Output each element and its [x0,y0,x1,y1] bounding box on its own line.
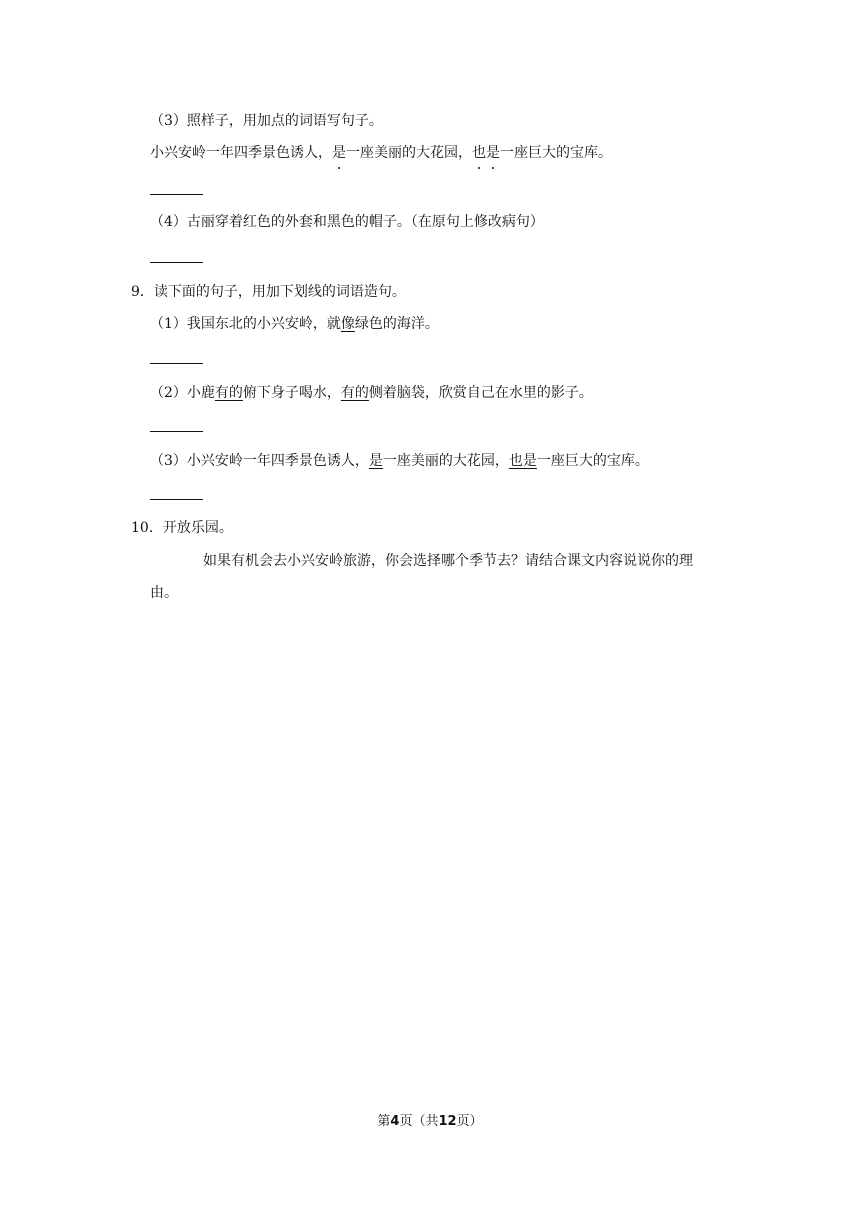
example-text: 一座巨大的宝库。 [500,145,612,161]
page-number: 4 [390,1114,400,1129]
q9-part3-sentence [150,451,649,471]
answer-blank[interactable] [150,363,203,364]
answer-blank[interactable] [150,194,203,195]
dotted-word: 是 [486,145,500,161]
sentence-text: 俯下身子喝水， [242,385,341,401]
q10-body-line-2: 由。 [150,585,178,601]
q9-part2-sentence [150,383,593,403]
footer-text: 页（共 [399,1114,439,1129]
q8-part3-example-sentence [150,143,612,163]
dotted-word: 是 [332,145,346,161]
footer-text: 第 [377,1114,391,1129]
q9-part1-sentence [150,314,439,334]
answer-blank[interactable] [150,499,203,500]
q8-part3-instruction: （3）照样子，用加点的词语写句子。 [150,113,383,129]
footer-text: 页） [456,1114,483,1129]
sentence-text: 一座巨大的宝库。 [536,453,649,469]
underlined-word: 像 [340,316,355,332]
sentence-text: （3）小兴安岭一年四季景色诱人， [150,453,369,469]
page-footer [0,1110,860,1129]
q10-body-line-1: 如果有机会去小兴安岭旅游，你会选择哪个季节去？请结合课文内容说说你的理 [203,553,693,569]
sentence-text: 侧着脑袋，欣赏自己在水里的影子。 [368,385,593,401]
sentence-text: （1）我国东北的小兴安岭，就 [150,316,341,332]
underlined-word: 是 [368,453,383,469]
q9-title: 9．读下面的句子，用加下划线的词语造句。 [131,284,406,300]
underlined-word: 有的 [340,385,369,401]
sentence-text: 一座美丽的大花园， [382,453,509,469]
sentence-text: （2）小鹿 [150,385,215,401]
total-pages: 12 [438,1114,457,1129]
example-text: 一座美丽的大花园， [346,145,472,161]
sentence-text: 绿色的海洋。 [354,316,439,332]
answer-blank[interactable] [150,262,203,263]
q10-title: 10．开放乐园。 [131,520,233,536]
q8-part4-instruction: （4）古丽穿着红色的外套和黑色的帽子。（在原句上修改病句） [150,214,544,230]
example-text: 小兴安岭一年四季景色诱人， [150,145,332,161]
underlined-word: 也是 [508,453,537,469]
underlined-word: 有的 [214,385,243,401]
answer-blank[interactable] [150,431,203,432]
dotted-word: 也 [472,145,486,161]
